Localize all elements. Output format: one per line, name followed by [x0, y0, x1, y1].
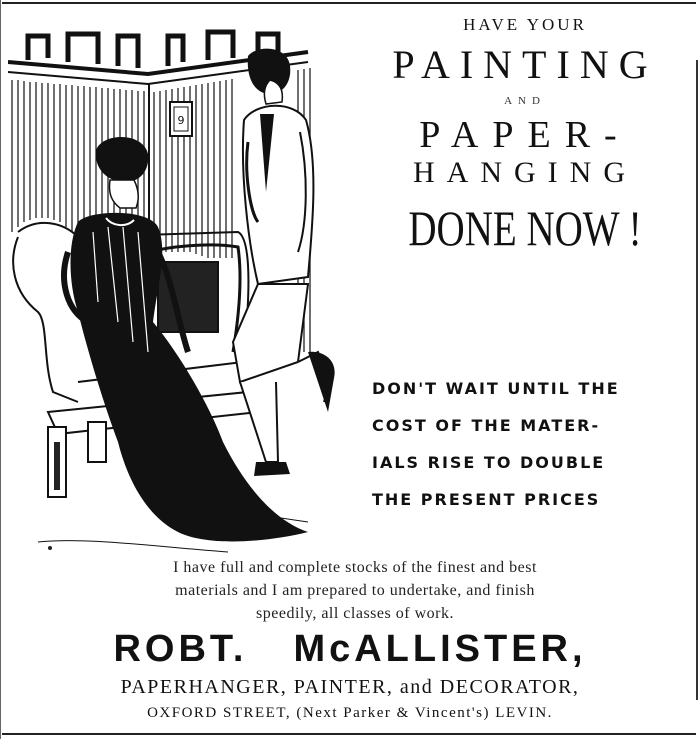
advertiser-trade: PAPERHANGER, PAINTER, and DECORATOR,: [120, 676, 580, 698]
body-line: I have full and complete stocks of the finest and best: [173, 559, 537, 576]
headline-paper: PAPER-: [419, 114, 631, 156]
body-paragraph: [40, 556, 670, 625]
headline-painting: PAINTING: [392, 42, 658, 87]
advertiser-first-name: ROBT.: [113, 628, 248, 670]
advertiser-last-name: McALLISTER,: [293, 628, 587, 670]
advertiser-address: OXFORD STREET, (Next Parker & Vincent's) LEVIN.: [147, 705, 553, 721]
warning-line: DON'T WAIT UNTIL THE: [372, 379, 620, 398]
warning-line: IALS RISE TO DOUBLE: [372, 453, 606, 472]
headline-and: AND: [504, 95, 546, 107]
left-edge-rule: [0, 0, 1, 739]
illustration-couple-in-parlour: [8, 22, 348, 562]
picture-number: 9: [177, 114, 185, 127]
body-line: speedily, all classes of work.: [256, 605, 454, 622]
ink-dot: [48, 546, 52, 550]
warning-line: COST OF THE MATER-: [372, 416, 601, 435]
headline-done-now: DONE NOW !: [408, 200, 642, 256]
headline-hanging: HANGING: [413, 156, 637, 189]
framed-picture: [170, 102, 192, 136]
right-edge-rule: [696, 60, 698, 700]
warning-block: [372, 370, 682, 518]
body-line: materials and I am prepared to undertake, and finish: [175, 582, 535, 599]
warning-line: THE PRESENT PRICES: [372, 490, 601, 509]
headline-block: [360, 14, 690, 258]
headline-have-your: HAVE YOUR: [463, 15, 587, 34]
advertiser-name: [20, 626, 680, 672]
